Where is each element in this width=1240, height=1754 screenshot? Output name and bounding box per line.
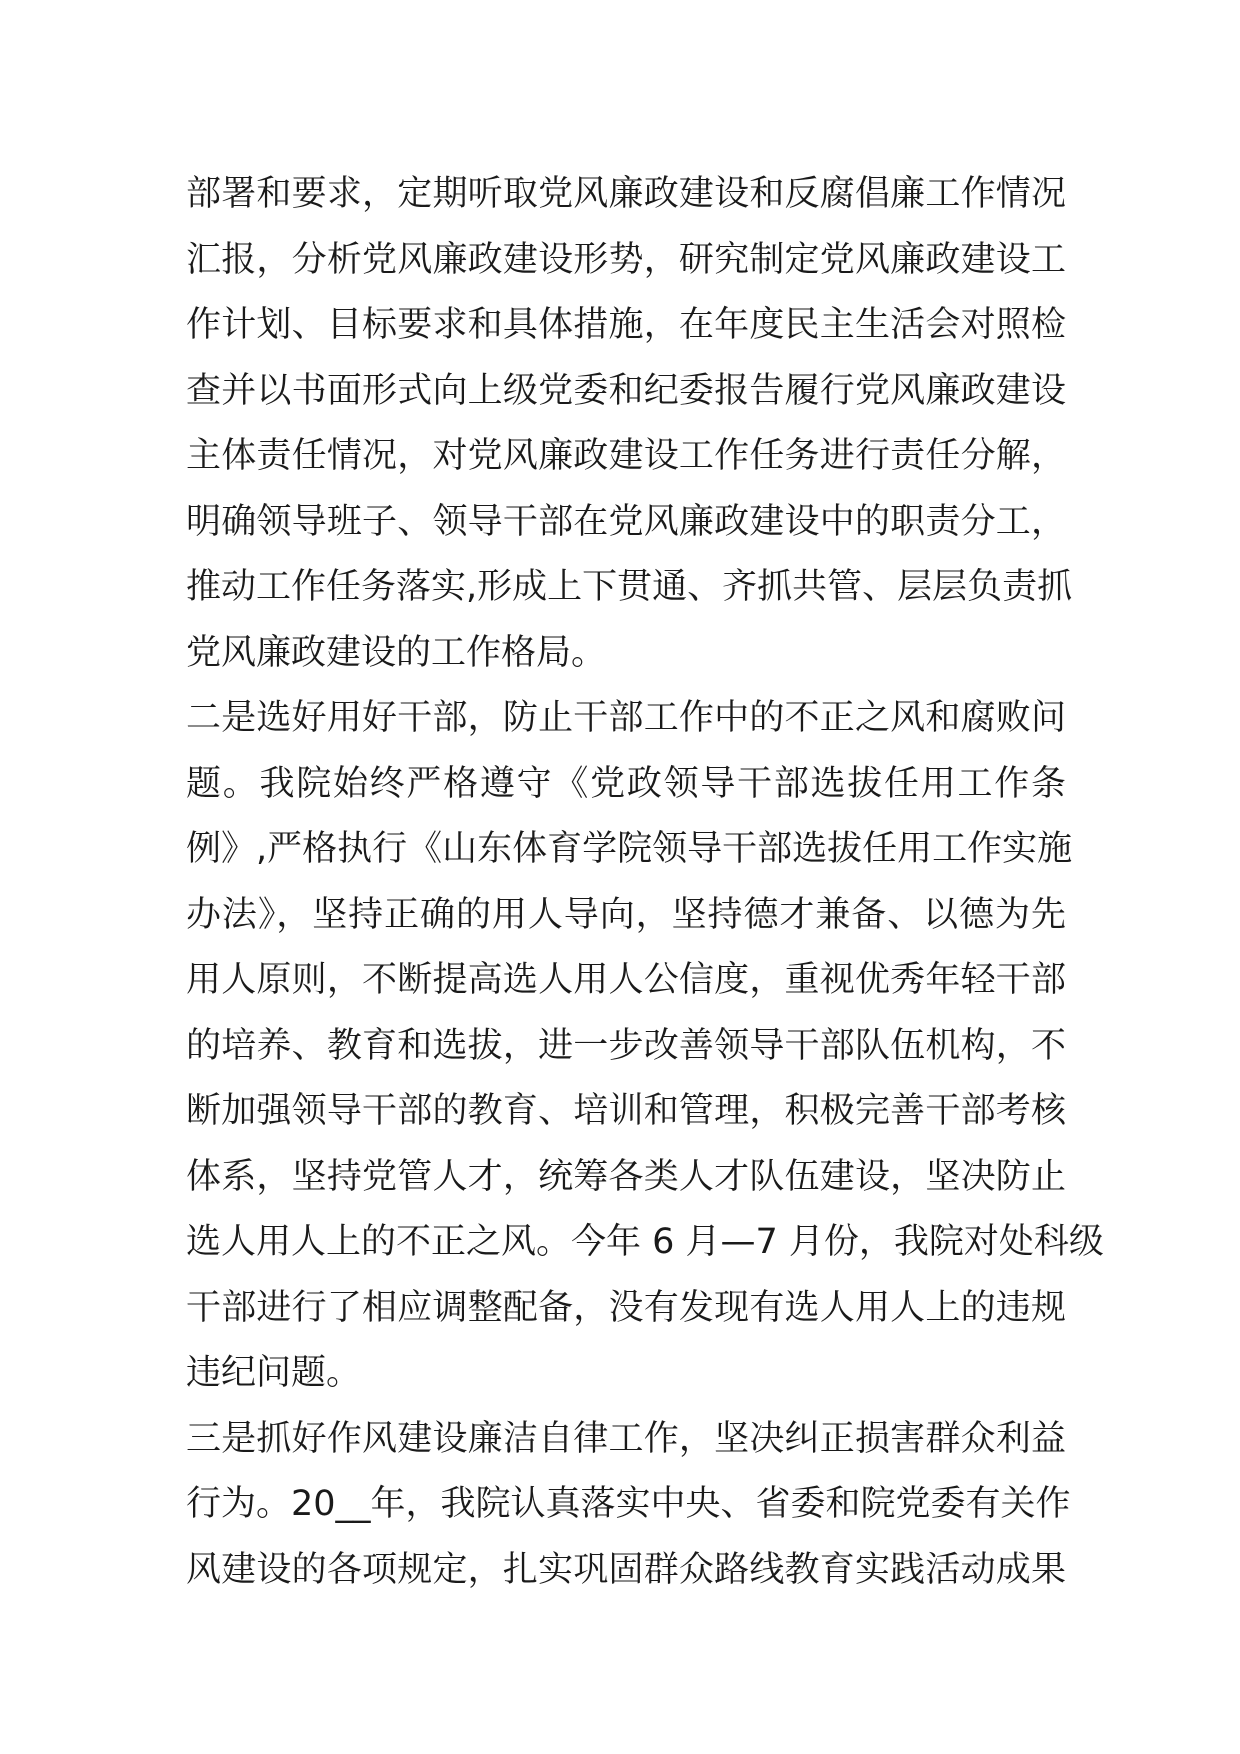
text-line: 风建设的各项规定，扎实巩固群众路线教育实践活动成果 (186, 1549, 1066, 1590)
text-line: 用人原则，不断提高选人用人公信度，重视优秀年轻干部 (186, 960, 1066, 1000)
text-line: 行为。20__年，我院认真落实中央、省委和院党委有关作 (186, 1484, 1071, 1524)
text-line: 的培养、教育和选拔，进一步改善领导干部队伍机构，不 (186, 1025, 1066, 1066)
text-line: 推动工作任务落实,形成上下贯通、齐抓共管、层层负责抓 (186, 567, 1073, 607)
text-line: 三是抓好作风建设廉洁自律工作，坚决纠正损害群众利益 (186, 1418, 1066, 1459)
text-line: 例》,严格执行《山东体育学院领导干部选拔任用工作实施 (186, 829, 1073, 869)
text-line: 作计划、目标要求和具体措施，在年度民主生活会对照检 (186, 305, 1066, 345)
text-line: 明确领导班子、领导干部在党风廉政建设中的职责分工， (186, 501, 1066, 542)
text-line: 干部进行了相应调整配备，没有发现有选人用人上的违规 (186, 1287, 1066, 1328)
text-line: 选人用人上的不正之风。今年 6 月—7 月份，我院对处科级 (186, 1222, 1104, 1262)
text-line: 体系，坚持党管人才，统筹各类人才队伍建设，坚决防止 (186, 1156, 1066, 1197)
text-line: 题。我院始终严格遵守《党政领导干部选拔任用工作条 (186, 763, 1066, 804)
text-line: 主体责任情况，对党风廉政建设工作任务进行责任分解， (186, 436, 1066, 476)
text-line: 部署和要求，定期听取党风廉政建设和反腐倡廉工作情况 (186, 174, 1066, 214)
text-line: 违纪问题。 (186, 1353, 362, 1393)
body-text (186, 162, 1104, 1603)
text-line: 党风廉政建设的工作格局。 (186, 632, 607, 673)
text-line: 汇报，分析党风廉政建设形势，研究制定党风廉政建设工 (186, 239, 1066, 280)
text-line: 二是选好用好干部，防止干部工作中的不正之风和腐败问 (186, 698, 1066, 738)
text-line: 断加强领导干部的教育、培训和管理，积极完善干部考核 (186, 1091, 1066, 1131)
text-line: 办法》，坚持正确的用人导向，坚持德才兼备、以德为先 (186, 894, 1066, 935)
text-line: 查并以书面形式向上级党委和纪委报告履行党风廉政建设 (186, 370, 1066, 411)
